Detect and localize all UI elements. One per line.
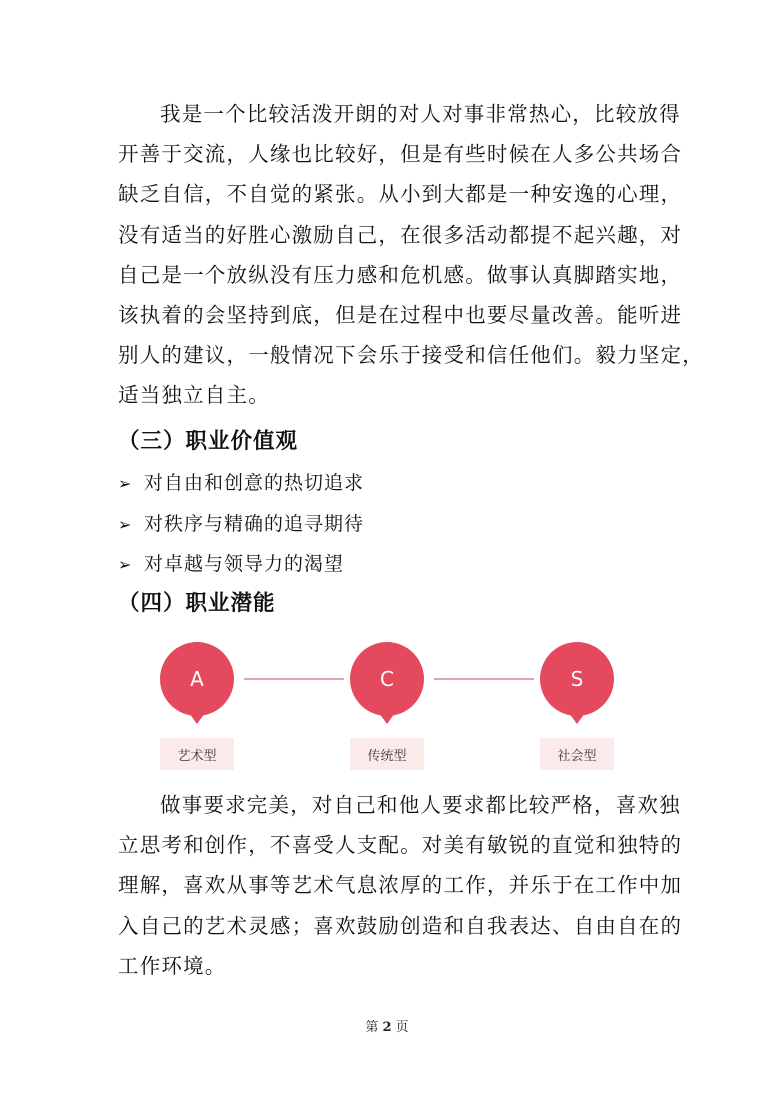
page-value: 2	[382, 1020, 392, 1035]
value-item-text: 对秩序与精确的追寻期待	[144, 513, 365, 535]
value-item	[118, 468, 364, 495]
value-item	[118, 509, 364, 536]
paragraph-line: 没有适当的好胜心激励自己，在很多活动都提不起兴趣，对	[118, 222, 683, 247]
intro-paragraph	[118, 94, 704, 416]
paragraph-line: 缺乏自信，不自觉的紧张。从小到大都是一种安逸的心理，	[118, 182, 683, 207]
value-item-text: 对卓越与领导力的渴望	[144, 553, 345, 575]
paragraph-line: 适当独立自主。	[118, 383, 270, 408]
node-label-a: 艺术型	[160, 738, 234, 770]
page-prefix: 第	[365, 1020, 379, 1035]
paragraph-line: 入自己的艺术灵感；喜欢鼓励创造和自我表达、自由自在的	[118, 913, 683, 938]
node-pointer	[569, 713, 585, 724]
node-label-c: 传统型	[350, 738, 424, 770]
value-item	[118, 549, 344, 576]
section-heading-potential: （四）职业潜能	[118, 591, 276, 616]
value-item-text: 对自由和创意的热切追求	[144, 472, 365, 494]
arrow-bullet-icon: ➢	[118, 555, 133, 574]
arrow-bullet-icon: ➢	[118, 515, 133, 534]
paragraph-line: 自己是一个放纵没有压力感和危机感。做事认真脚踏实地，	[118, 262, 683, 287]
paragraph-line: 立思考和创作，不喜受人支配。对美有敏锐的直觉和独特的	[118, 833, 683, 858]
paragraph-line: 做事要求完美，对自己和他人要求都比较严格，喜欢独	[160, 793, 681, 817]
node-pointer	[189, 713, 205, 724]
paragraph-line: 我是一个比较活泼开朗的对人对事非常热心，比较放得	[160, 102, 681, 126]
paragraph-line: 该执着的会坚持到底，但是在过程中也要尽量改善。能听进	[118, 302, 683, 327]
arrow-bullet-icon: ➢	[118, 474, 133, 493]
connector-line	[434, 678, 534, 680]
holland-code-diagram	[160, 640, 620, 780]
paragraph-line: 别人的建议，一般情况下会乐于接受和信任他们。毅力坚定，	[118, 343, 704, 368]
section-heading-values: （三）职业价值观	[118, 429, 299, 454]
page-number	[0, 1016, 774, 1035]
paragraph-line: 工作环境。	[118, 953, 227, 978]
paragraph-line: 开善于交流，人缘也比较好，但是有些时候在人多公共场合	[118, 142, 683, 167]
node-label-s: 社会型	[540, 738, 614, 770]
node-pointer	[379, 713, 395, 724]
page-suffix: 页	[395, 1020, 409, 1035]
node-circle-c: C	[350, 642, 424, 716]
node-circle-s: S	[540, 642, 614, 716]
paragraph-line: 理解，喜欢从事等艺术气息浓厚的工作，并乐于在工作中加	[118, 873, 683, 898]
artistic-type-paragraph	[118, 785, 683, 986]
node-circle-a: A	[160, 642, 234, 716]
connector-line	[244, 678, 344, 680]
